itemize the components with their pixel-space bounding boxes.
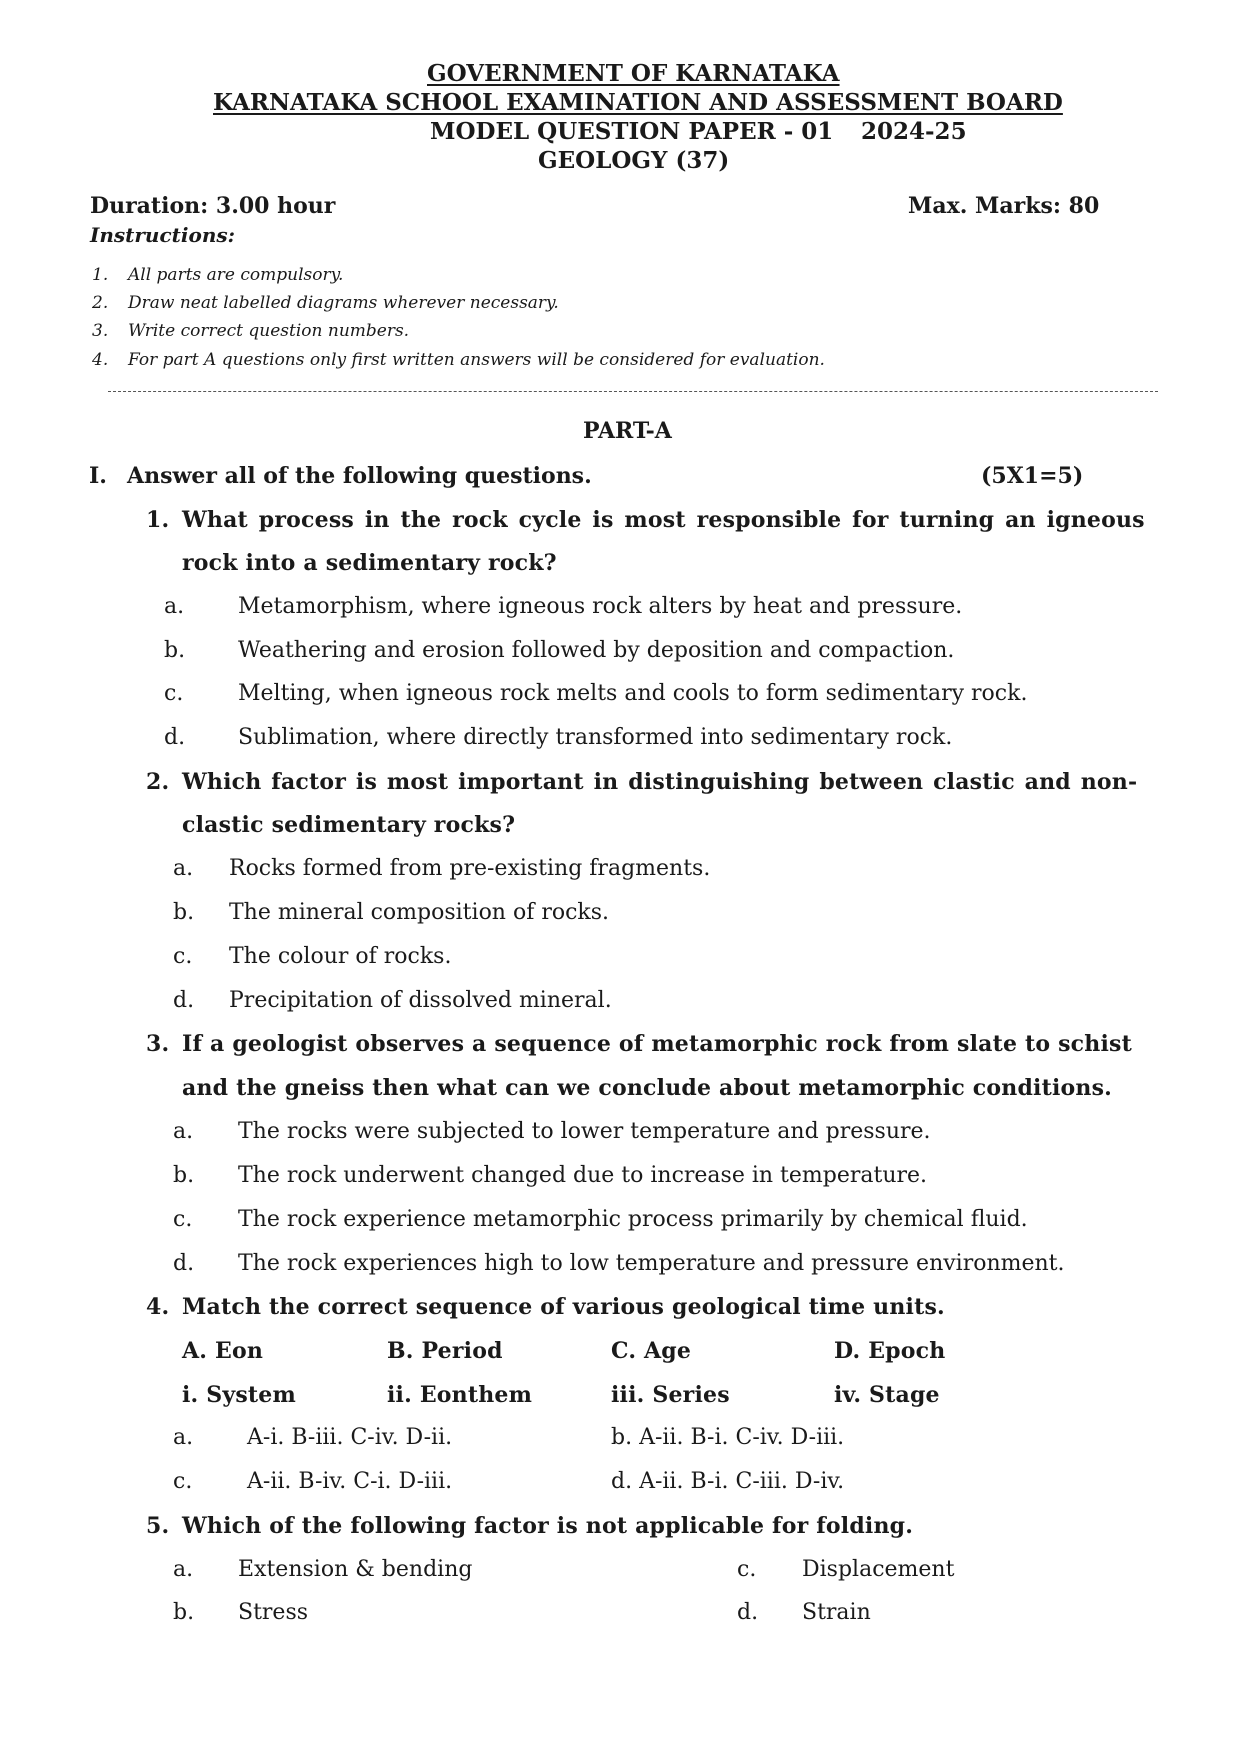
question-number: 1. <box>146 507 170 533</box>
option-label: d. <box>164 725 186 750</box>
section-title: Answer all of the following questions. <box>127 463 592 489</box>
option-label: d. <box>173 988 195 1013</box>
option-text: d. A-ii. B-i. C-iii. D-iv. <box>611 1469 845 1494</box>
option-text: The rock experience metamorphic process primarily by chemical fluid. <box>238 1207 1028 1232</box>
option-text: Metamorphism, where igneous rock alters by heat and pressure. <box>238 594 963 619</box>
option-label: c. <box>173 944 193 969</box>
question-number: 2. <box>146 769 170 795</box>
option-text: Displacement <box>802 1557 955 1582</box>
option-text: Stress <box>238 1600 309 1625</box>
option-label: a. <box>173 1557 194 1582</box>
option-text: Weathering and erosion followed by deposition and compaction. <box>238 638 955 663</box>
header-paper: MODEL QUESTION PAPER - 01 <box>430 118 834 145</box>
instruction-num: 2. <box>92 293 109 313</box>
max-marks: Max. Marks: 80 <box>908 193 1100 219</box>
header-government: GOVERNMENT OF KARNATAKA <box>427 60 840 87</box>
option-text: A-i. B-iii. C-iv. D-ii. <box>247 1425 453 1450</box>
instruction-num: 3. <box>92 321 109 341</box>
question-text: What process in the rock cycle is most responsible for turning an igneous <box>182 507 1145 533</box>
option-text: b. A-ii. B-i. C-iv. D-iii. <box>611 1425 845 1450</box>
option-text: A-ii. B-iv. C-i. D-iii. <box>247 1469 453 1494</box>
match-item: iv. Stage <box>834 1382 940 1408</box>
match-item: i. System <box>182 1382 296 1408</box>
header-board: KARNATAKA SCHOOL EXAMINATION AND ASSESSMENT BOARD <box>213 89 1063 116</box>
option-label: c. <box>173 1469 193 1494</box>
instruction-num: 4. <box>92 350 109 370</box>
option-label: a. <box>173 856 194 881</box>
part-title: PART-A <box>583 418 672 444</box>
option-label: a. <box>173 1119 194 1144</box>
question-text: Match the correct sequence of various geological time units. <box>182 1294 945 1320</box>
header-year: 2024-25 <box>861 118 967 145</box>
option-text: The mineral composition of rocks. <box>229 900 610 925</box>
instruction-text: All parts are compulsory. <box>128 265 344 285</box>
divider <box>108 391 1158 392</box>
match-item: B. Period <box>387 1338 503 1364</box>
instruction-text: For part A questions only first written answers will be considered for evaluation. <box>128 350 825 370</box>
question-text: Which factor is most important in distinguishing between clastic and non- <box>182 769 1138 795</box>
option-text: Rocks formed from pre-existing fragments. <box>229 856 711 881</box>
option-text: Precipitation of dissolved mineral. <box>229 988 612 1013</box>
option-label: c. <box>173 1207 193 1232</box>
question-number: 3. <box>146 1031 170 1057</box>
option-text: The rock underwent changed due to increase in temperature. <box>238 1163 928 1188</box>
option-label: d. <box>173 1251 195 1276</box>
question-text: rock into a sedimentary rock? <box>182 550 557 576</box>
question-text: Which of the following factor is not applicable for folding. <box>182 1513 914 1539</box>
instruction-text: Draw neat labelled diagrams wherever necessary. <box>128 293 559 313</box>
question-text: and the gneiss then what can we conclude about metamorphic conditions. <box>182 1075 1113 1101</box>
match-item: iii. Series <box>611 1382 730 1408</box>
option-text: Strain <box>802 1600 871 1625</box>
question-number: 5. <box>146 1513 170 1539</box>
match-item: ii. Eonthem <box>387 1382 533 1408</box>
question-text: If a geologist observes a sequence of metamorphic rock from slate to schist <box>182 1031 1132 1057</box>
section-marks: (5X1=5) <box>981 463 1084 489</box>
option-text: Sublimation, where directly transformed into sedimentary rock. <box>238 725 953 750</box>
match-item: A. Eon <box>182 1338 264 1364</box>
option-label: b. <box>173 1600 195 1625</box>
option-label: b. <box>173 1163 195 1188</box>
option-label: b. <box>164 638 186 663</box>
option-text: The colour of rocks. <box>229 944 452 969</box>
option-label: a. <box>173 1425 194 1450</box>
option-text: The rock experiences high to low temperature and pressure environment. <box>238 1251 1065 1276</box>
option-label: c. <box>164 681 184 706</box>
option-label: d. <box>737 1600 759 1625</box>
header-subject: GEOLOGY (37) <box>538 147 730 174</box>
instruction-text: Write correct question numbers. <box>128 321 410 341</box>
duration: Duration: 3.00 hour <box>90 193 336 219</box>
question-text: clastic sedimentary rocks? <box>182 812 516 838</box>
instructions-title: Instructions: <box>90 223 236 247</box>
question-number: 4. <box>146 1294 170 1320</box>
option-text: The rocks were subjected to lower temperature and pressure. <box>238 1119 931 1144</box>
option-text: Melting, when igneous rock melts and cools to form sedimentary rock. <box>238 681 1028 706</box>
section-num: I. <box>89 463 107 489</box>
option-text: Extension & bending <box>238 1557 473 1582</box>
option-label: a. <box>164 594 185 619</box>
match-item: C. Age <box>611 1338 692 1364</box>
instruction-num: 1. <box>92 265 109 285</box>
option-label: b. <box>173 900 195 925</box>
match-item: D. Epoch <box>834 1338 946 1364</box>
option-label: c. <box>737 1557 757 1582</box>
